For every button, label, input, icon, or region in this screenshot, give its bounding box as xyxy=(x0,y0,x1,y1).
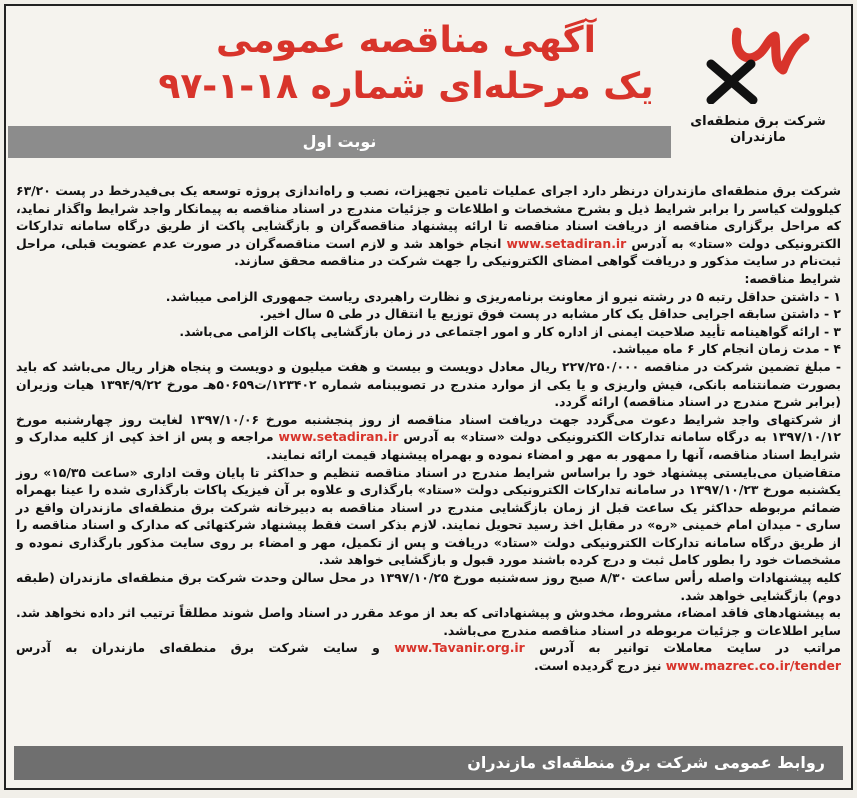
notice-header xyxy=(6,6,851,166)
company-logo-block xyxy=(683,24,833,146)
company-name-line1: شرکت برق منطقه‌ای xyxy=(690,114,826,129)
invite-after-text: مراجعه و پس از اخذ کپی از کلیه مدارک و شرایط اسناد مناقصه، آنها را ممهور به مهر و امضاء نموده و بهمراه پیشنهاد قیمت ارائه نمایند. xyxy=(16,429,841,462)
setad-link-1[interactable]: www.setadiran.ir xyxy=(506,235,627,251)
company-logo-icon xyxy=(703,24,813,104)
rejection-paragraph: به پیشنهادهای فاقد امضاء، مشروط، مخدوش و پیشنهاداتی که بعد از موعد مقرر در اسناد واصل شوند مطلقاً ترتیب اثر داده نخواهد شد. سایر اطلاعات و جزئیات مربوطه در اسناد مناقصه مندرج می‌باشد. xyxy=(16,605,841,638)
sites-after-text: نیز درج گردیده است. xyxy=(533,658,662,674)
submission-paragraph: متقاضیان می‌بایستی پیشنهاد خود را براساس شرایط مندرج در اسناد مناقصه تنظیم و حداکثر تا پایان وقت اداری «ساعت ۱۵/۳۵» روز یکشنبه مورخ ۱۳۹۷/۱۰/۲۳ در سامانه تدارکات الکترونیکی دولت «ستاد» بارگذاری و علاوه بر آن فیزیک پاکات بارگذاری شده را عینا بهمراه ضمائم مربوطه حداکثر یک ساعت قبل از زمان بازگشایی مندرج در اسناد مناقصه به دبیرخانه شرکت برق منطقه‌ای مازندران واقع در ساری - میدان امام خمینی «ره» در مقابل اخذ رسید تحویل نمایند. لازم بذکر است فقط پیشنهاد شرکتهائی که مدارک و اسناد مناقصه را از طریق درگاه سامانه تدارکات الکترونیکی دولت «ستاد» دریافت و پس از تکمیل، مهر و امضاء بر روی سایت مذکور بارگذاری نموده و مشخصات خود را بطور کامل ثبت و درج کرده باشند مورد قبول و بازگشایی خواهد شد. xyxy=(16,464,841,568)
condition-item-3: ۳ - ارائه گواهینامه تأیید صلاحیت ایمنی از اداره کار و امور اجتماعی در زمان بازگشایی پاکات الزامی می‌باشد. xyxy=(179,323,841,339)
sites-middle-text: و سایت شرکت برق منطقه‌ای مازندران به آدرس xyxy=(16,640,380,656)
sites-paragraph xyxy=(16,639,841,674)
conditions-title: شرایط مناقصه: xyxy=(744,270,841,286)
guarantee-paragraph: - مبلغ تضمین شرکت در مناقصه ۲۲۷/۲۵۰/۰۰۰ ریال معادل دویست و بیست و هفت میلیون و دویست و پنجاه هزار ریال می‌باشد که باید بصورت ضمانتنامه بانکی، فیش واریزی و یا یکی از موارد مندرج در تصویبنامه شماره ۱۲۳۴۰۲/ت۵۰۶۵۹هـ مورخ ۱۳۹۴/۹/۲۲ هیات وزیران (برابر شرح مندرج در اسناد مناقصه) ارائه گردد. xyxy=(16,358,841,410)
invite-text: از شرکتهای واجد شرایط دعوت می‌گردد جهت دریافت اسناد مناقصه از روز پنجشنبه مورخ ۱۳۹۷/۱۰/۰۶ لغایت روز چهارشنبه مورخ ۱۳۹۷/۱۰/۱۲ به درگاه سامانه تدارکات الکترونیکی دولت «ستاد» به آدرس xyxy=(16,411,841,445)
condition-item-2: ۲ - داشتن سابقه اجرایی حداقل یک کار مشابه در پست فوق توزیع یا انتقال در طی ۵ سال اخیر. xyxy=(259,306,841,322)
company-name xyxy=(683,114,833,146)
condition-item-1: ۱ - داشتن حداقل رتبه ۵ در رشته نیرو از معاونت برنامه‌ریزی و نظارت راهبردی ریاست جمهوری الزامی میباشد. xyxy=(165,288,841,304)
invite-paragraph xyxy=(16,411,841,464)
notice-title-line1: آگهی مناقصه عمومی xyxy=(216,20,596,61)
opening-paragraph: کلیه پیشنهادات واصله رأس ساعت ۸/۳۰ صبح روز سه‌شنبه مورخ ۱۳۹۷/۱۰/۲۵ در محل سالن وحدت شرکت برق منطقه‌ای مازندران (طبقه دوم) بازگشایی خواهد شد. xyxy=(16,570,842,603)
tavanir-link[interactable]: www.Tavanir.org.ir xyxy=(394,640,525,656)
intro-text: شرکت برق منطقه‌ای مازندران درنظر دارد اجرای عملیات تامین تجهیزات، نصب و راه‌اندازی پروژه توسعه یک بی‌فیدرخط در پست ۶۳/۲۰ کیلوولت کیاسر را برابر شرایط ذیل و بشرح مشخصات و اطلاعات و جزئیات مندرج در اسناد مناقصه به پیمانکار واجد شرایط واگذار نماید، که مراحل برگزاری مناقصه از دریافت اسناد مناقصه تا ارائه پیشنهاد مناقصه‌گران و بازگشایی پاکت از طریق درگاه سامانه تدارکات الکترونیکی دولت «ستاد» به آدرس xyxy=(16,183,841,251)
intro-after-text: انجام خواهد شد و لازم است مناقصه‌گران در صورت عدم عضویت قبلی، مراحل ثبت‌نام در سایت مذکور و دریافت گواهی امضای الکترونیکی را جهت شرکت در مناقصه محقق سازند. xyxy=(16,235,841,269)
public-relations-footer: روابط عمومی شرکت برق منطقه‌ای مازندران xyxy=(14,746,843,780)
company-name-line2: مازندران xyxy=(730,130,786,145)
setad-link-2[interactable]: www.setadiran.ir xyxy=(278,429,399,445)
mazrec-tender-link[interactable]: www.mazrec.co.ir/tender xyxy=(665,658,841,674)
intro-paragraph xyxy=(16,182,841,270)
notice-body xyxy=(16,182,841,675)
notice-title xyxy=(146,18,666,110)
sites-text: مراتب در سایت معاملات توانیر به آدرس xyxy=(539,640,841,656)
notice-title-line2: یک مرحله‌ای شماره ۱۸-۱-۹۷ xyxy=(158,66,654,107)
tender-notice-page xyxy=(4,4,853,790)
round-label-bar: نوبت اول xyxy=(8,126,671,158)
condition-item-4: ۴ - مدت زمان انجام کار ۶ ماه میباشد. xyxy=(612,341,841,357)
